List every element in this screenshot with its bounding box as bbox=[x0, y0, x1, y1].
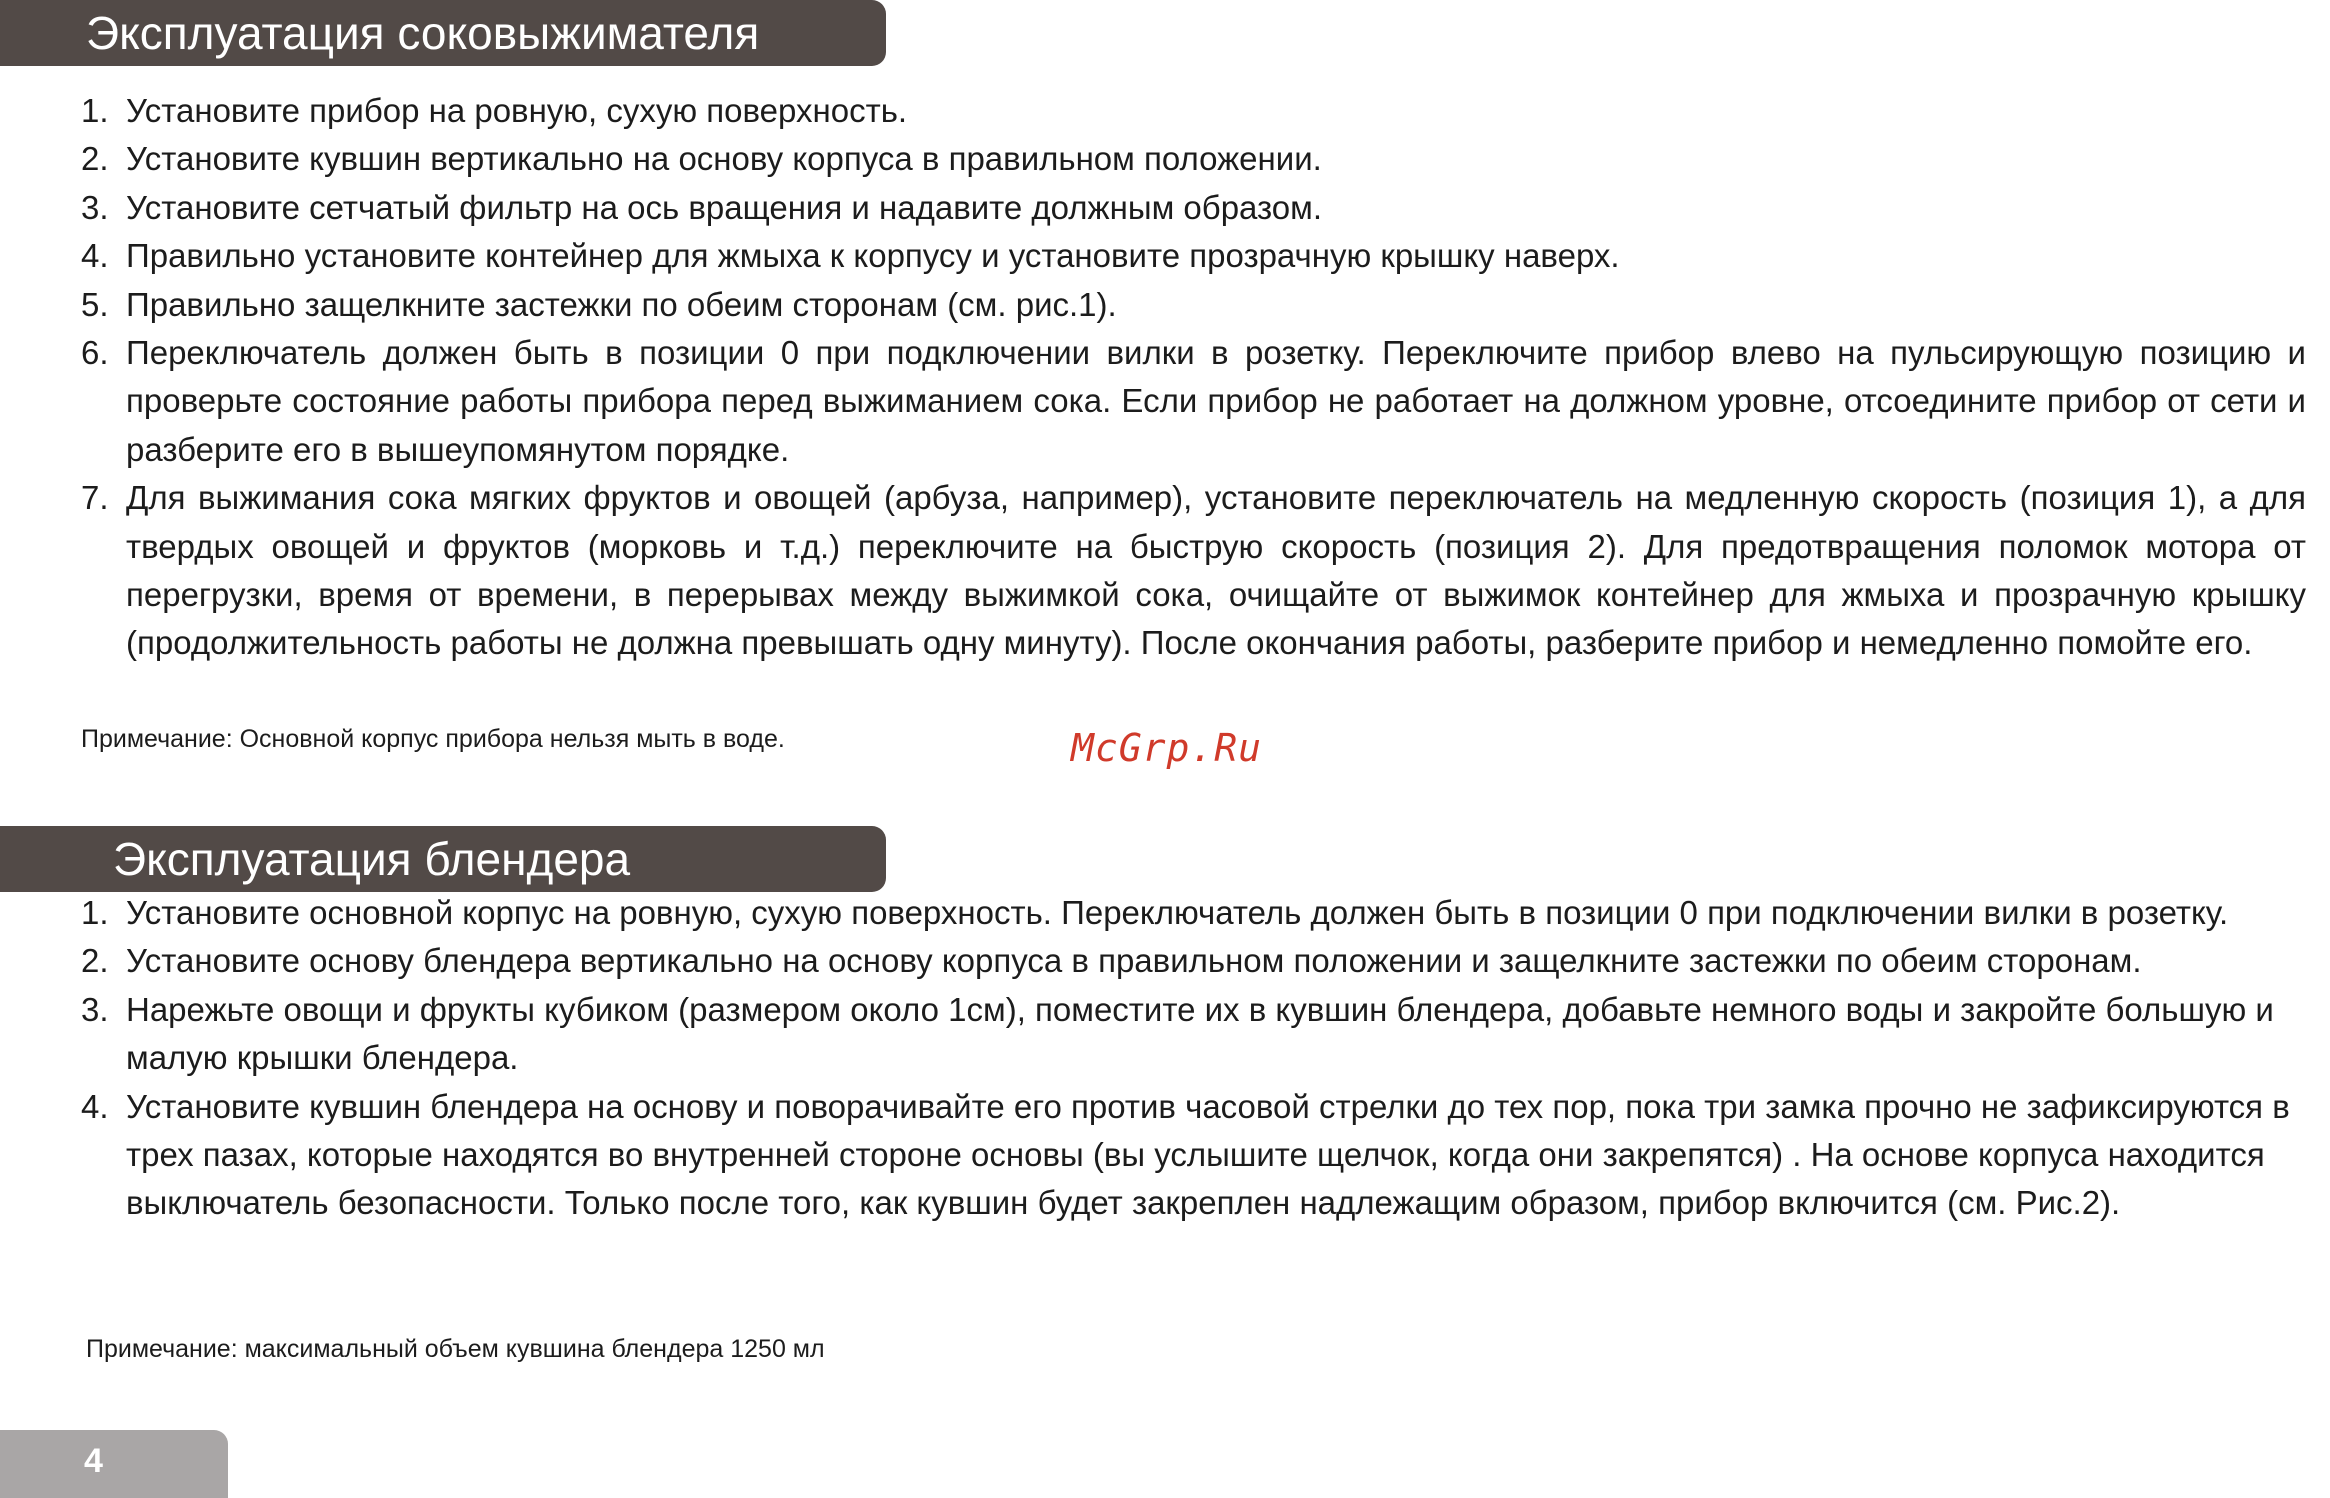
section-title-blender: Эксплуатация блендера bbox=[0, 826, 886, 892]
step-number: 2. bbox=[81, 140, 109, 178]
step-number: 1. bbox=[81, 894, 109, 931]
step-text: Установите сетчатый фильтр на ось вращения и надавите должным образом. bbox=[126, 188, 1322, 226]
step-text: Установите основной корпус на ровную, сухую поверхность. Переключатель должен быть в позиции 0 при подключении вилки в розетку. bbox=[126, 894, 2229, 931]
step-text: Переключатель должен быть в позиции 0 при подключении вилки в розетку. Переключите прибор влево на пульсирующую позицию и проверьте состояние работы прибора перед выжиманием сока. Если прибор не работает на должном уровне, отсоедините прибор от сети и разберите его в вышеупомянутом порядке. bbox=[126, 334, 2306, 468]
step-text: Установите кувшин вертикально на основу корпуса в правильном положении. bbox=[126, 140, 1322, 178]
page-number: 4 bbox=[84, 1442, 103, 1480]
step-number: 5. bbox=[81, 285, 109, 323]
blender-note: Примечание: максимальный объем кувшина блендера 1250 мл bbox=[86, 1335, 825, 1363]
list-item bbox=[0, 937, 2330, 985]
list-item bbox=[0, 184, 2330, 232]
list-item bbox=[0, 986, 2330, 1083]
list-item bbox=[0, 474, 2330, 668]
step-number: 3. bbox=[81, 990, 109, 1028]
list-item bbox=[0, 87, 2330, 135]
step-number: 1. bbox=[81, 92, 109, 129]
list-item bbox=[0, 135, 2330, 183]
list-item bbox=[0, 232, 2330, 280]
blender-steps-list bbox=[0, 889, 2330, 1228]
juicer-steps-list bbox=[0, 87, 2330, 668]
step-text: Установите основу блендера вертикально на основу корпуса в правильном положении и защелкните застежки по обеим сторонам. bbox=[126, 942, 2142, 980]
step-text: Установите прибор на ровную, сухую поверхность. bbox=[126, 92, 908, 129]
list-item bbox=[0, 329, 2330, 474]
step-text: Правильно защелкните застежки по обеим сторонам (см. рис.1). bbox=[126, 285, 1117, 323]
step-number: 4. bbox=[81, 1087, 109, 1125]
step-number: 2. bbox=[81, 942, 109, 980]
list-item bbox=[0, 1083, 2330, 1228]
step-text: Правильно установите контейнер для жмыха к корпусу и установите прозрачную крышку наверх. bbox=[126, 237, 1620, 275]
step-number: 7. bbox=[81, 479, 109, 517]
section-title-juicer: Эксплуатация соковыжимателя bbox=[0, 0, 886, 66]
list-item bbox=[0, 889, 2330, 937]
step-text: Нарежьте овощи и фрукты кубиком (размером около 1см), поместите их в кувшин блендера, добавьте немного воды и закройте большую и малую крышки блендера. bbox=[126, 990, 2274, 1077]
juicer-note: Примечание: Основной корпус прибора нельзя мыть в воде. bbox=[81, 725, 785, 753]
step-text: Установите кувшин блендера на основу и поворачивайте его против часовой стрелки до тех пор, пока три замка прочно не зафиксируются в трех пазах, которые находятся во внутренней стороне основы (вы услышите щелчок, когда они закрепятся) . На основе корпуса находится выключатель безопасности. Только после того, как кувшин будет закреплен надлежащим образом, прибор включится (см. Рис.2). bbox=[126, 1087, 2290, 1222]
watermark: McGrp.Ru bbox=[1071, 726, 1263, 770]
list-item bbox=[0, 281, 2330, 329]
step-number: 6. bbox=[81, 334, 109, 372]
step-number: 3. bbox=[81, 188, 109, 226]
page-number-tab bbox=[0, 1430, 228, 1498]
step-number: 4. bbox=[81, 237, 109, 275]
step-text: Для выжимания сока мягких фруктов и овощей (арбуза, например), установите переключатель на медленную скорость (позиция 1), а для твердых овощей и фруктов (морковь и т.д.) переключите на быструю скорость (позиция 2). Для предотвращения поломок мотора от перегрузки, время от времени, в перерывах между выжимкой сока, очищайте от выжимок контейнер для жмыха и прозрачную крышку (продолжительность работы не должна превышать одну минуту). После окончания работы, разберите прибор и немедленно помойте его. bbox=[126, 479, 2306, 662]
